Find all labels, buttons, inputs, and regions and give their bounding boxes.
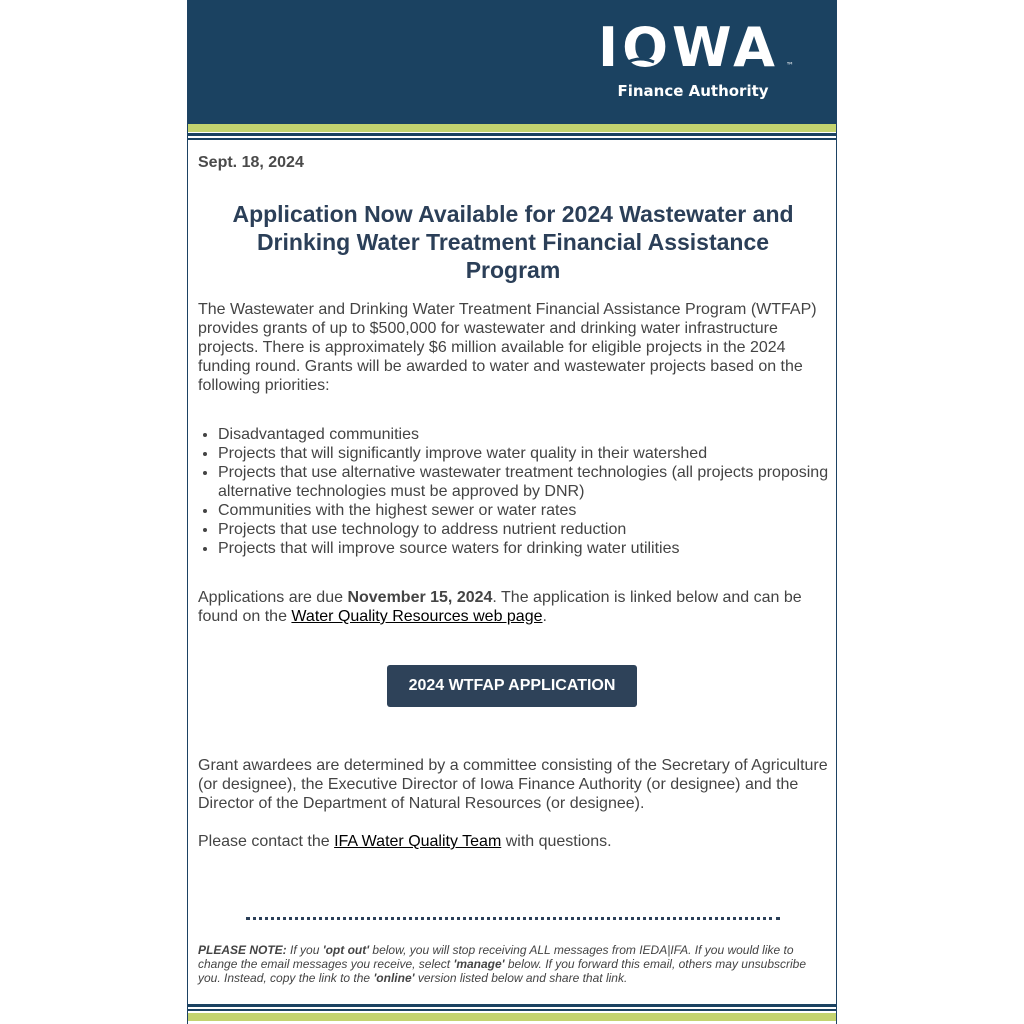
due-date-paragraph — [198, 588, 828, 626]
header-stripe-green — [188, 124, 836, 132]
logo-wordmark: IOWA — [598, 18, 779, 78]
due-suffix: . — [542, 608, 547, 625]
priority-item: • Projects that use technology to address nutrient reduction — [218, 520, 837, 539]
email-header — [188, 0, 836, 124]
note-online: 'online' — [373, 971, 415, 985]
iowa-finance-authority-logo — [598, 18, 798, 108]
note-manage: 'manage' — [453, 957, 505, 971]
due-date: November 15, 2024 — [347, 589, 493, 606]
note-text: If you — [286, 943, 323, 957]
iowa-logo-mark — [598, 18, 798, 78]
priorities-list — [198, 425, 837, 558]
logo-subtitle: Finance Authority — [617, 82, 769, 100]
grant-committee-paragraph: Grant awardees are determined by a committee consisting of the Secretary of Agriculture (or designee), the Executive Director of Iowa Finance Authority (or designee) and the Director of the Department of Natural Resources (or designee). — [198, 757, 828, 812]
ifa-water-quality-team-link[interactable]: IFA Water Quality Team — [334, 833, 502, 850]
priority-item: • Projects that use alternative wastewater treatment technologies (all projects proposing alternative technologies must be approved by DNR) — [218, 463, 837, 501]
due-prefix: Applications are due — [198, 589, 348, 606]
footer-stripe-navy-thin — [188, 1009, 836, 1011]
note-text: below, you will stop receiving ALL messages from IEDA|IFA. If you would like to change the email messages you receive, select — [198, 943, 794, 971]
contact-suffix: with questions. — [501, 833, 612, 850]
contact-prefix: Please contact the — [198, 833, 335, 850]
unsubscribe-note — [198, 943, 828, 985]
header-stripe-navy-thin — [188, 138, 836, 140]
priority-item: • Communities with the highest sewer or water rates — [218, 501, 837, 520]
footer-stripe-navy — [188, 1004, 836, 1007]
header-stripe-navy — [188, 133, 836, 136]
priority-item: • Projects that will improve source waters for drinking water utilities — [218, 539, 837, 558]
dotted-divider — [246, 917, 780, 920]
contact-paragraph — [198, 832, 828, 851]
water-quality-resources-link[interactable]: Water Quality Resources web page — [291, 608, 543, 625]
publish-date: Sept. 18, 2024 — [198, 154, 304, 171]
note-text: version listed below and share that link. — [414, 971, 628, 985]
email-container — [187, 0, 837, 1024]
priority-item: • Projects that will significantly improve water quality in their watershed — [218, 444, 837, 463]
wtfap-application-button[interactable]: 2024 WTFAP APPLICATION — [387, 665, 637, 707]
due-middle: . The application is linked below and can be found on the — [198, 589, 802, 625]
article-title: Application Now Available for 2024 Wastewater and Drinking Water Treatment Financial Assistance Program — [232, 201, 794, 283]
footer-stripe-green — [188, 1013, 836, 1021]
intro-paragraph: The Wastewater and Drinking Water Treatment Financial Assistance Program (WTFAP) provides grants of up to $500,000 for wastewater and drinking water infrastructure projects. There is approximately $6 million available for eligible projects in the 2024 funding round. Grants will be awarded to water and wastewater projects based on the following priorities: — [198, 301, 817, 394]
priority-item: • Disadvantaged communities — [218, 425, 837, 444]
note-label: PLEASE NOTE: — [198, 943, 287, 957]
logo-trademark: ™ — [786, 61, 794, 70]
note-text: below. If you forward this email, others may unsubscribe you. Instead, copy the link to the — [198, 957, 807, 985]
note-opt-out: 'opt out' — [322, 943, 370, 957]
